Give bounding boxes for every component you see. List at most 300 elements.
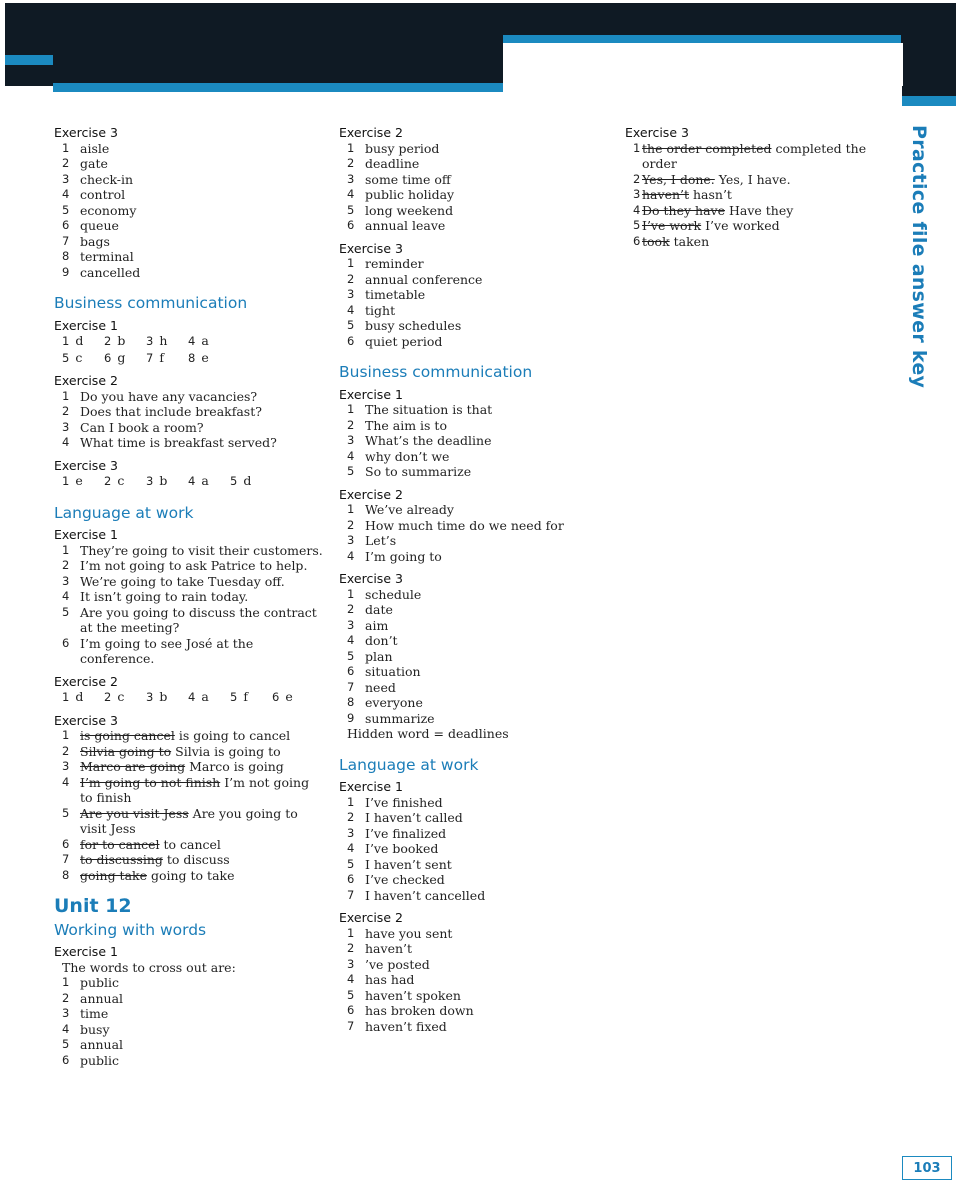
answer-list	[339, 402, 604, 480]
item-text: public holiday	[365, 187, 455, 202]
item-text: reminder	[365, 256, 424, 271]
answer-item	[54, 187, 324, 203]
item-number: 4	[62, 589, 70, 603]
item-number: 7	[347, 1018, 355, 1033]
item-number: 9	[347, 710, 355, 725]
item-number: 2	[62, 743, 70, 758]
item-text	[642, 218, 890, 234]
answer-item	[54, 1053, 324, 1069]
grid-answer: 4 a	[188, 473, 209, 488]
item-text: I’ve finished	[365, 794, 443, 810]
item-number: 4	[62, 187, 70, 201]
answer-list	[339, 587, 604, 727]
corrected-text: completed the order	[642, 140, 867, 171]
item-number: 4	[62, 774, 70, 789]
item-text: haven’t	[365, 941, 413, 956]
corrected-text: to discuss	[162, 852, 230, 867]
section-heading: Language at work	[54, 503, 194, 522]
answer-item	[54, 543, 324, 559]
item-text: What time is breakfast served?	[80, 435, 277, 450]
item-text: cancelled	[80, 264, 141, 280]
struck-text: for to cancel	[80, 836, 160, 852]
item-number: 2	[347, 810, 355, 824]
item-number: 3	[347, 171, 355, 186]
answer-item	[339, 533, 604, 549]
item-text: public	[80, 975, 120, 990]
grid-answer: 1 e	[62, 473, 83, 488]
column-1	[54, 125, 324, 1068]
grid-answer: 3 h	[146, 333, 168, 348]
answer-item	[339, 1019, 604, 1035]
answer-item	[339, 1003, 604, 1019]
item-number: 4	[347, 548, 355, 563]
item-number: 5	[347, 987, 355, 1002]
struck-text: going take	[80, 867, 147, 883]
answer-item	[339, 587, 604, 603]
page-number: 103	[902, 1156, 952, 1180]
correction-item	[54, 728, 324, 744]
answer-item	[339, 695, 604, 711]
answer-list	[54, 141, 324, 281]
item-text	[80, 837, 324, 853]
correction-item	[625, 172, 890, 188]
answer-item	[339, 172, 604, 188]
item-number: 7	[62, 852, 70, 866]
grid-answer: 4 a	[188, 333, 209, 348]
item-text: some time off	[365, 171, 451, 187]
item-number: 1	[347, 502, 355, 516]
header-accent-mid	[53, 83, 503, 92]
item-text: plan	[365, 648, 393, 664]
item-number: 1	[62, 542, 70, 557]
item-text	[642, 172, 890, 188]
answer-item	[339, 303, 604, 319]
correction-item	[625, 187, 890, 203]
answer-item	[339, 941, 604, 957]
answer-item	[339, 433, 604, 449]
item-number: 6	[347, 218, 355, 232]
struck-text: I’m going to not finish	[80, 774, 221, 790]
exercise-heading: Exercise 3	[625, 125, 689, 140]
item-number: 2	[347, 156, 355, 170]
answer-item	[54, 389, 324, 405]
grid-answer: 2 b	[104, 333, 126, 348]
item-text: annual	[80, 1037, 124, 1052]
answer-item	[339, 872, 604, 888]
item-text	[80, 806, 324, 837]
item-text: Does that include breakfast?	[80, 404, 262, 419]
item-text: What’s the deadline	[365, 433, 492, 448]
item-number: 5	[62, 202, 70, 217]
item-number: 3	[62, 573, 70, 588]
answer-list	[54, 389, 324, 451]
answer-item	[54, 1006, 324, 1022]
item-text: I’m going to	[365, 548, 442, 564]
answer-item	[54, 558, 324, 574]
item-text: ’ve posted	[365, 956, 430, 972]
item-text: summarize	[365, 710, 435, 726]
item-text	[80, 728, 324, 744]
item-number: 6	[62, 1052, 70, 1067]
grid-answer: 5 c	[62, 349, 83, 365]
item-text: terminal	[80, 249, 134, 264]
answer-item	[339, 633, 604, 649]
answer-grid	[54, 473, 324, 490]
item-text: Can I book a room?	[80, 419, 204, 435]
item-text: why don’t we	[365, 448, 450, 464]
item-text: has broken down	[365, 1003, 474, 1018]
item-text: How much time do we need for	[365, 517, 564, 533]
correction-item	[625, 218, 890, 234]
item-number: 5	[347, 318, 355, 332]
item-text	[80, 744, 324, 760]
grid-answer: 3 b	[146, 473, 168, 488]
grid-answer: 6 e	[272, 689, 293, 704]
item-number: 6	[62, 635, 70, 650]
answer-item	[54, 249, 324, 265]
item-text: Are you going to discuss the contract at the meeting?	[80, 604, 317, 635]
item-text	[80, 868, 324, 884]
answer-item	[54, 265, 324, 281]
header-accent-right	[902, 96, 956, 106]
item-number: 3	[633, 187, 641, 201]
item-number: 4	[347, 633, 355, 647]
item-number: 6	[633, 233, 641, 248]
exercise-heading: Exercise 3	[339, 571, 403, 586]
answer-item	[54, 574, 324, 590]
item-number: 5	[347, 648, 355, 663]
answer-list	[339, 141, 604, 234]
item-text: I’ve booked	[365, 841, 439, 856]
item-number: 3	[62, 419, 70, 434]
exercise-heading: Exercise 2	[54, 373, 118, 388]
item-text: busy schedules	[365, 318, 462, 333]
struck-text: took	[642, 233, 670, 249]
item-text: haven’t spoken	[365, 987, 461, 1003]
item-text: Let’s	[365, 533, 397, 548]
exercise-heading: Exercise 3	[54, 712, 118, 728]
answer-item	[339, 972, 604, 988]
item-number: 4	[347, 972, 355, 986]
answer-item	[339, 272, 604, 288]
answer-item	[339, 449, 604, 465]
correction-item	[625, 141, 890, 172]
item-text: public	[80, 1052, 120, 1068]
item-number: 8	[347, 695, 355, 709]
item-number: 2	[633, 171, 641, 186]
item-number: 3	[62, 171, 70, 186]
item-number: 2	[347, 602, 355, 616]
item-text: have you sent	[365, 925, 453, 941]
item-number: 1	[347, 402, 355, 416]
item-text: has had	[365, 972, 415, 987]
item-number: 6	[347, 333, 355, 348]
item-number: 7	[347, 679, 355, 694]
answer-list	[54, 975, 324, 1068]
item-number: 1	[347, 256, 355, 270]
answer-list	[339, 926, 604, 1035]
answer-item	[54, 234, 324, 250]
answer-item	[339, 156, 604, 172]
item-text: We’ve already	[365, 502, 454, 517]
item-number: 5	[62, 1037, 70, 1051]
answer-item	[54, 218, 324, 234]
item-text: deadline	[365, 156, 420, 171]
struck-text: Yes, I done.	[642, 171, 715, 187]
struck-text: Silvia going to	[80, 743, 172, 759]
answer-item	[339, 810, 604, 826]
corrected-text: going to take	[147, 867, 235, 883]
answer-item	[339, 464, 604, 480]
item-text: don’t	[365, 633, 398, 648]
answer-item	[339, 711, 604, 727]
item-number: 1	[62, 388, 70, 403]
item-number: 3	[347, 287, 355, 301]
correction-item	[54, 868, 324, 884]
answer-item	[339, 888, 604, 904]
answer-list	[339, 795, 604, 904]
answer-item	[54, 991, 324, 1007]
answer-item	[339, 957, 604, 973]
item-text: time	[80, 1006, 109, 1021]
answer-list	[339, 256, 604, 349]
item-number: 3	[347, 956, 355, 971]
exercise-intro: The words to cross out are:	[62, 959, 236, 975]
item-number: 4	[347, 187, 355, 201]
item-number: 5	[633, 218, 641, 232]
corrected-text: is going to cancel	[174, 728, 291, 743]
item-number: 2	[347, 271, 355, 286]
correction-item	[54, 837, 324, 853]
item-number: 1	[62, 728, 70, 742]
item-text: schedule	[365, 586, 422, 602]
exercise-heading: Exercise 1	[54, 527, 118, 542]
answer-grid	[54, 350, 324, 367]
item-text: The situation is that	[365, 402, 493, 417]
answer-item	[339, 857, 604, 873]
exercise-heading: Exercise 1	[54, 944, 118, 959]
item-number: 7	[62, 233, 70, 248]
header-accent-notch	[503, 35, 901, 43]
item-text	[642, 141, 890, 172]
item-text: tight	[365, 302, 396, 318]
item-text: annual conference	[365, 271, 483, 287]
column-2	[339, 125, 604, 1034]
answer-item	[339, 988, 604, 1004]
answer-list	[339, 502, 604, 564]
answer-item	[54, 203, 324, 219]
exercise-heading: Exercise 3	[54, 125, 118, 140]
item-text	[642, 234, 890, 250]
item-number: 4	[62, 1021, 70, 1036]
header-right-block	[902, 86, 956, 96]
item-number: 1	[347, 140, 355, 155]
item-text: I’ve checked	[365, 872, 445, 887]
grid-answer: 1 d	[62, 689, 84, 704]
item-number: 1	[347, 586, 355, 601]
side-title: Practice file answer key	[908, 125, 930, 389]
corrected-text: taken	[669, 233, 710, 249]
section-heading: Business communication	[339, 363, 533, 381]
struck-text: to discussing	[80, 852, 163, 867]
item-number: 6	[62, 218, 70, 232]
corrected-text: Are you going to visit Jess	[80, 805, 298, 836]
item-number: 1	[347, 794, 355, 809]
struck-text: the order completed	[642, 140, 772, 156]
item-text	[642, 187, 890, 203]
corrected-text: to cancel	[159, 836, 221, 852]
answer-item	[339, 203, 604, 219]
answer-item	[339, 218, 604, 234]
item-text: busy	[80, 1021, 110, 1037]
corrected-text: hasn’t	[689, 187, 732, 202]
exercise-heading: Exercise 2	[339, 486, 403, 502]
header-accent-left	[5, 55, 53, 65]
correction-item	[625, 234, 890, 250]
column-3	[625, 125, 890, 249]
answer-item	[339, 664, 604, 680]
item-text: The aim is to	[365, 417, 447, 433]
answer-item	[339, 502, 604, 518]
correction-item	[54, 852, 324, 868]
item-text: need	[365, 679, 396, 695]
corrected-text: I’m not going to finish	[80, 774, 310, 805]
item-text	[80, 852, 324, 868]
answer-item	[54, 605, 324, 636]
answer-item	[339, 549, 604, 565]
item-text: aim	[365, 617, 389, 633]
item-number: 3	[347, 825, 355, 840]
section-heading: Working with words	[54, 920, 207, 939]
corrected-text: Have they	[725, 202, 794, 218]
correction-item	[625, 203, 890, 219]
grid-answer: 1 d	[62, 333, 84, 348]
struck-text: Marco are going	[80, 759, 186, 774]
item-text	[80, 775, 324, 806]
corrected-text: Yes, I have.	[714, 171, 791, 187]
item-number: 5	[347, 856, 355, 871]
item-number: 7	[347, 887, 355, 902]
correction-list	[625, 141, 890, 250]
item-number: 4	[347, 302, 355, 317]
grid-answer: 2 c	[104, 473, 125, 488]
corrected-text: Silvia is going to	[171, 743, 281, 759]
correction-list	[54, 728, 324, 883]
item-text: I’ve finalized	[365, 825, 447, 841]
item-text: queue	[80, 218, 119, 233]
item-number: 6	[347, 872, 355, 886]
item-text: check-in	[80, 171, 134, 187]
struck-text: I’ve work	[642, 218, 702, 233]
answer-item	[339, 287, 604, 303]
item-number: 1	[62, 975, 70, 989]
item-number: 2	[347, 941, 355, 955]
grid-answer: 3 b	[146, 689, 168, 704]
answer-item	[339, 926, 604, 942]
answer-item	[339, 649, 604, 665]
item-text: economy	[80, 202, 137, 218]
item-number: 2	[62, 990, 70, 1005]
item-number: 2	[62, 404, 70, 418]
section-heading: Language at work	[339, 755, 479, 774]
item-number: 6	[347, 1003, 355, 1017]
item-text: gate	[80, 156, 108, 171]
exercise-heading: Exercise 3	[54, 457, 118, 473]
item-number: 5	[347, 202, 355, 217]
corrected-text: Marco is going	[185, 759, 284, 774]
item-number: 1	[62, 140, 70, 155]
answer-item	[339, 256, 604, 272]
item-number: 1	[633, 140, 641, 155]
answer-item	[339, 602, 604, 618]
item-number: 8	[62, 867, 70, 882]
grid-answer: 5 f	[230, 689, 248, 704]
answer-grid	[54, 333, 324, 350]
correction-item	[54, 744, 324, 760]
item-text: everyone	[365, 695, 423, 710]
item-number: 4	[347, 841, 355, 855]
item-text: Do you have any vacancies?	[80, 388, 258, 404]
grid-answer: 4 a	[188, 689, 209, 704]
answer-grid	[54, 689, 324, 706]
item-text: I haven’t called	[365, 810, 463, 825]
item-text: date	[365, 602, 393, 617]
item-number: 4	[347, 448, 355, 463]
exercise-heading: Exercise 2	[339, 125, 403, 140]
answer-item	[339, 680, 604, 696]
answer-item	[339, 141, 604, 157]
item-text: I’m going to see José at the conference.	[80, 635, 254, 666]
item-number: 5	[62, 604, 70, 619]
struck-text: haven’t	[642, 187, 690, 202]
answer-item	[54, 1022, 324, 1038]
item-number: 6	[347, 664, 355, 678]
item-text: annual	[80, 990, 124, 1006]
answer-item	[339, 518, 604, 534]
answer-item	[339, 334, 604, 350]
exercise-heading: Exercise 1	[54, 317, 118, 333]
correction-item	[54, 775, 324, 806]
struck-text: is going cancel	[80, 728, 175, 743]
grid-answer: 7 f	[146, 349, 164, 365]
item-text: They’re going to visit their customers.	[80, 542, 323, 558]
answer-item	[339, 826, 604, 842]
item-text: I’m not going to ask Patrice to help.	[80, 558, 308, 573]
answer-item	[54, 636, 324, 667]
answer-item	[54, 141, 324, 157]
unit-title: Unit 12	[54, 895, 132, 917]
answer-item	[54, 172, 324, 188]
item-text: annual leave	[365, 218, 446, 233]
item-text: I haven’t cancelled	[365, 887, 486, 903]
item-text: busy period	[365, 140, 440, 156]
answer-item	[339, 841, 604, 857]
grid-answer: 5 d	[230, 473, 252, 488]
hidden-word: Hidden word = deadlines	[347, 726, 509, 741]
grid-answer: 6 g	[104, 349, 126, 365]
item-text: timetable	[365, 287, 426, 302]
item-number: 2	[347, 517, 355, 532]
answer-item	[339, 418, 604, 434]
answer-item	[54, 1037, 324, 1053]
item-text: control	[80, 187, 126, 202]
item-text: We’re going to take Tuesday off.	[80, 573, 285, 589]
answer-item	[339, 187, 604, 203]
item-number: 2	[62, 558, 70, 572]
item-number: 3	[347, 533, 355, 547]
exercise-heading: Exercise 2	[339, 910, 403, 925]
correction-item	[54, 806, 324, 837]
